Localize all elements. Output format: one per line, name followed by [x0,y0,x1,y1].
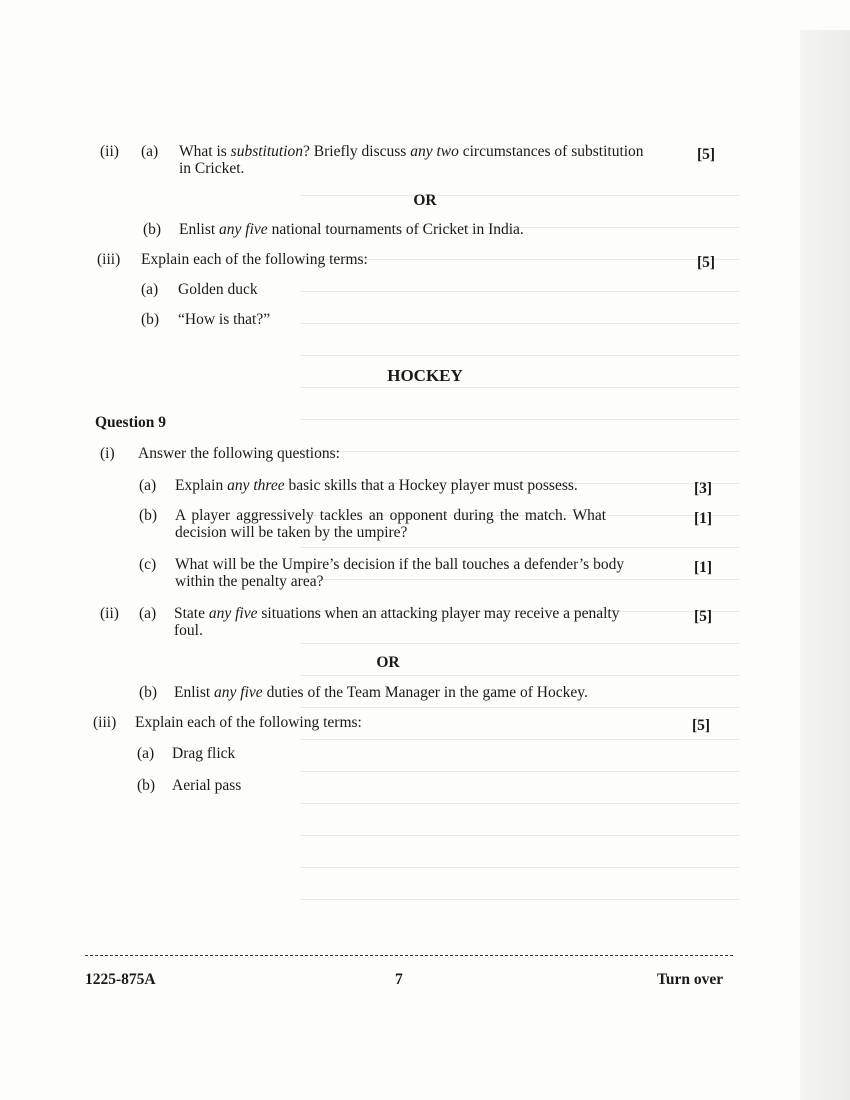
or-separator: OR [413,192,437,209]
marks-badge: [1] [694,559,713,576]
term-text: Golden duck [178,281,258,298]
marks-badge: [1] [694,510,713,527]
subitem-label: (b) [137,777,156,794]
question-text: Explain any three basic skills that a Hockey player must possess. [175,477,578,494]
question-text: State any five situations when an attacking player may receive a penalty [174,605,620,622]
subitem-label: (b) [141,311,160,328]
question-text-cont: within the penalty area? [175,573,324,590]
marks-badge: [5] [697,146,716,163]
page-edge-shadow [800,30,850,1100]
question-text: What is substitution? Briefly discuss any two circumstances of substitution [179,143,644,160]
question-text: Answer the following questions: [138,445,340,462]
marks-badge: [5] [694,608,713,625]
question-text: Explain each of the following terms: [135,714,362,731]
question-text: Explain each of the following terms: [141,251,368,268]
item-number: (iii) [93,714,117,731]
marks-badge: [3] [694,480,713,497]
question-text: Enlist any five national tournaments of Cricket in India. [179,221,524,238]
page-number: 7 [395,971,403,988]
question-text-cont: foul. [174,622,203,639]
footer-rule [85,955,733,956]
subitem-label: (c) [139,556,157,573]
term-text: “How is that?” [178,311,271,328]
marks-badge: [5] [697,254,716,271]
section-title: HOCKEY [387,366,463,385]
item-number: (iii) [97,251,121,268]
question-heading: Question 9 [95,414,167,431]
term-text: Drag flick [172,745,236,762]
subitem-label: (a) [137,745,155,762]
question-text: Enlist any five duties of the Team Manager in the game of Hockey. [174,684,588,701]
subitem-label: (a) [139,605,157,622]
item-number: (ii) [100,605,119,622]
question-text: A player aggressively tackles an opponent during the match. What [175,507,607,524]
subitem-label: (a) [141,143,159,160]
bleed-through-texture [300,195,740,915]
subitem-label: (a) [139,477,157,494]
subitem-label: (b) [139,507,158,524]
subitem-label: (b) [139,684,158,701]
item-number: (ii) [100,143,119,160]
subitem-label: (a) [141,281,159,298]
paper-code: 1225-875A [85,971,156,988]
marks-badge: [5] [692,717,711,734]
question-text: What will be the Umpire’s decision if the ball touches a defender’s body [175,556,625,573]
or-separator: OR [376,654,400,671]
question-text-cont: decision will be taken by the umpire? [175,524,408,541]
item-number: (i) [100,445,115,462]
term-text: Aerial pass [172,777,242,794]
turn-over-label: Turn over [657,971,724,988]
question-text-cont: in Cricket. [179,160,245,177]
subitem-label: (b) [143,221,162,238]
